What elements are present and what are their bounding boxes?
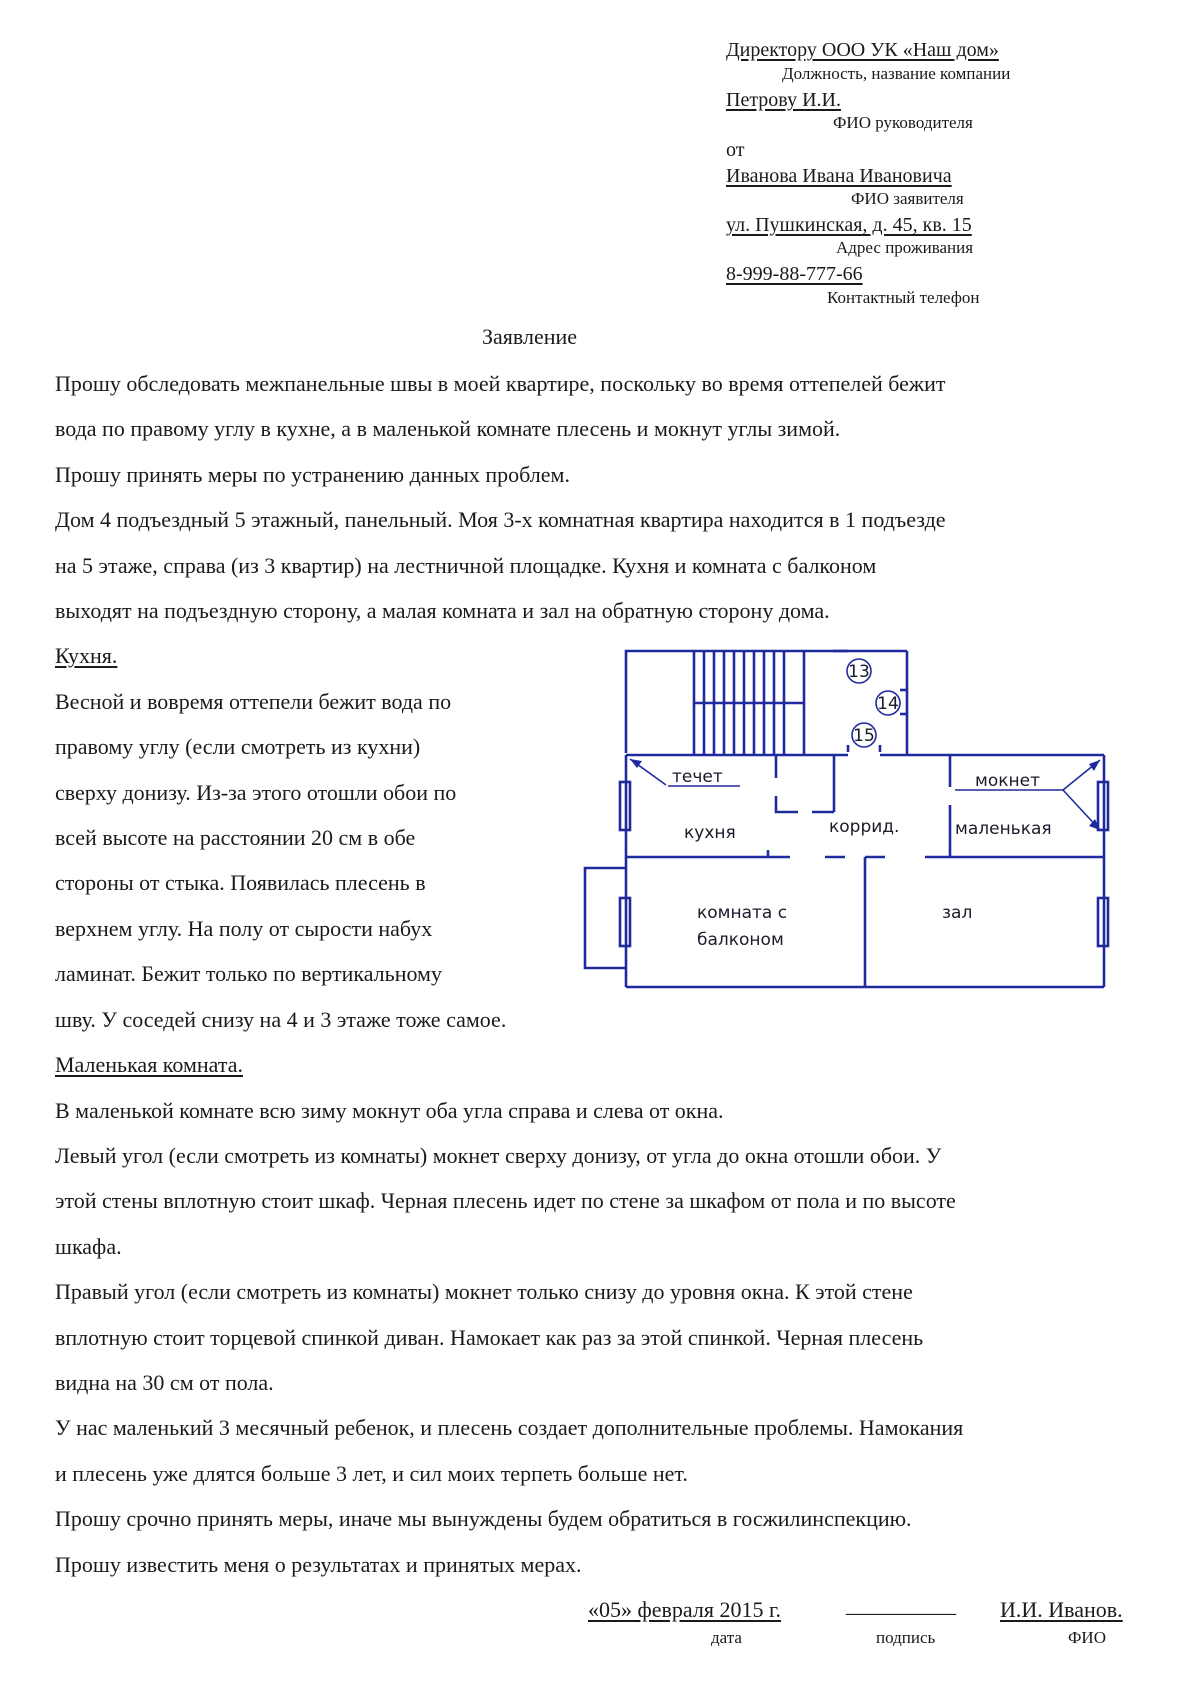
director-position-caption: Должность, название компании xyxy=(782,64,1011,83)
kitchen-heading: Кухня. xyxy=(55,643,118,669)
kitchen-line: правому углу (если смотреть из кухни) xyxy=(55,734,421,760)
small-room-line: этой стены вплотную стоит шкаф. Черная плесень идет по стене за шкафом от пола и по высоте xyxy=(55,1188,956,1214)
small-room-line: шкафа. xyxy=(55,1233,122,1259)
applicant-address: ул. Пушкинская, д. 45, кв. 15 xyxy=(726,214,972,236)
flat-14-label: 14 xyxy=(877,694,899,714)
wet-label: мокнет xyxy=(975,771,1040,791)
intro-line: вода по правому углу в кухне, а в маленькой комнате плесень и мокнут углы зимой. xyxy=(55,416,841,442)
intro-line: на 5 этаже, справа (из 3 квартир) на лестничной площадке. Кухня и комната с балконом xyxy=(55,552,877,578)
applicant-phone: 8-999-88-777-66 xyxy=(726,263,863,285)
applicant-address-caption: Адрес проживания xyxy=(836,238,974,257)
balcony-room-label-2: балконом xyxy=(697,930,784,950)
closing-line: У нас маленький 3 месячный ребенок, и плесень создает дополнительные проблемы. Намокания xyxy=(55,1415,964,1441)
closing-line: и плесень уже длятся больше 3 лет, и сил моих терпеть больше нет. xyxy=(55,1460,688,1486)
kitchen-line: шву. У соседей снизу на 4 и 3 этаже тоже самое. xyxy=(55,1006,507,1032)
from-label: от xyxy=(726,139,745,161)
signature-date-caption: дата xyxy=(711,1628,742,1647)
applicant-name: Иванова Ивана Ивановича xyxy=(726,165,952,187)
director-name-caption: ФИО руководителя xyxy=(833,113,973,132)
flat-15-label: 15 xyxy=(853,726,875,746)
flat-13-label: 13 xyxy=(848,662,870,682)
signature-line: __________ xyxy=(846,1592,956,1617)
intro-line: Прошу обследовать межпанельные швы в моей квартире, поскольку во время оттепелей бежит xyxy=(55,371,946,396)
kitchen-line: ламинат. Бежит только по вертикальному xyxy=(55,961,442,987)
intro-line: Дом 4 подъездный 5 этажный, панельный. Моя 3-х комнатная квартира находится в 1 подъезде xyxy=(55,507,946,533)
small-room-line: Правый угол (если смотреть из комнаты) мокнет только снизу до уровня окна. К этой стене xyxy=(55,1279,913,1305)
corridor-label: коррид. xyxy=(829,817,900,837)
leak-label: течет xyxy=(672,767,723,787)
small-room-line: В маленькой комнате всю зиму мокнут оба угла справа и слева от окна. xyxy=(55,1097,724,1123)
arrowhead-icon xyxy=(1089,760,1100,771)
applicant-name-caption: ФИО заявителя xyxy=(851,189,964,208)
floor-plan xyxy=(570,640,1120,995)
closing-line: Прошу срочно принять меры, иначе мы вынуждены будем обратиться в госжилинспекцию. xyxy=(55,1506,912,1532)
kitchen-line: сверху донизу. Из-за этого отошли обои по xyxy=(55,779,457,805)
small-room-heading: Маленькая комната. xyxy=(55,1052,243,1078)
signature-name-caption: ФИО xyxy=(1068,1628,1106,1647)
intro-line: выходят на подъездную сторону, а малая комната и зал на обратную сторону дома. xyxy=(55,598,830,624)
hall-label: зал xyxy=(942,903,973,923)
closing-line: Прошу известить меня о результатах и принятых мерах. xyxy=(55,1551,582,1577)
small-room-line: видна на 30 см от пола. xyxy=(55,1369,274,1395)
small-room-line: вплотную стоит торцевой спинкой диван. Намокает как раз за этой спинкой. Черная плесень xyxy=(55,1324,924,1350)
small-room-line: Левый угол (если смотреть из комнаты) мокнет сверху донизу, от угла до окна отошли обои. У xyxy=(55,1142,942,1168)
kitchen-line: Весной и вовремя оттепели бежит вода по xyxy=(55,688,452,714)
signature-line-caption: подпись xyxy=(876,1628,936,1647)
kitchen-room-label: кухня xyxy=(684,823,736,843)
kitchen-line: всей высоте на расстоянии 20 см в обе xyxy=(55,825,416,851)
kitchen-line: стороны от стыка. Появилась плесень в xyxy=(55,870,426,896)
director-name: Петрову И.И. xyxy=(726,89,841,111)
signature-date: «05» февраля 2015 г. xyxy=(588,1597,782,1622)
kitchen-line: верхнем углу. На полу от сырости набух xyxy=(55,915,433,941)
balcony-room-label-1: комната с xyxy=(697,903,788,923)
small-room-label: маленькая xyxy=(955,819,1052,839)
director-position: Директору ООО УК «Наш дом» xyxy=(726,39,999,61)
document-title: Заявление xyxy=(482,324,578,349)
applicant-phone-caption: Контактный телефон xyxy=(827,288,980,307)
signature-name: И.И. Иванов. xyxy=(1000,1597,1123,1622)
intro-line: Прошу принять меры по устранению данных проблем. xyxy=(55,461,570,487)
